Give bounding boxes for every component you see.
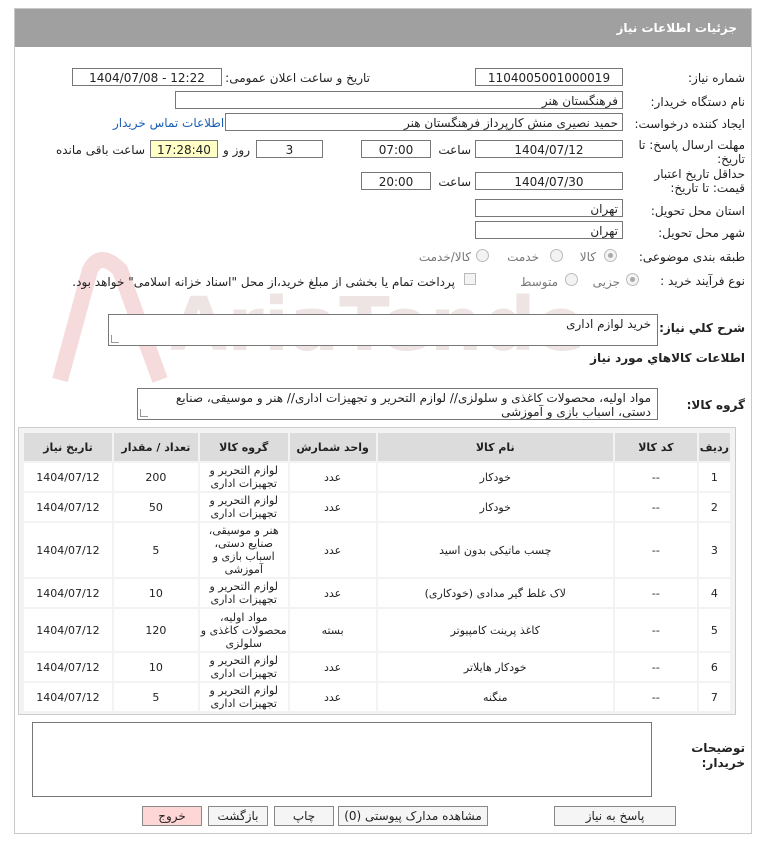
requester-field: حمید نصیری منش کارپرداز فرهنگستان هنر xyxy=(225,113,623,131)
item-name: خودکار xyxy=(377,462,614,492)
item-unit: عدد xyxy=(289,652,377,682)
items-table xyxy=(22,431,732,713)
item-need-date: 1404/07/12 xyxy=(23,652,113,682)
deadline-date-field: 1404/07/12 xyxy=(475,140,623,158)
col-item-code: کد کالا xyxy=(614,432,698,462)
treasury-payment-checkbox[interactable] xyxy=(464,273,476,285)
item-quantity: 5 xyxy=(113,682,199,712)
row-number: 3 xyxy=(698,522,731,578)
item-need-date: 1404/07/12 xyxy=(23,578,113,608)
category-label: طبقه بندی موضوعی: xyxy=(638,250,745,264)
announce-field: 1404/07/08 - 12:22 xyxy=(72,68,222,86)
item-unit: عدد xyxy=(289,682,377,712)
reply-button[interactable]: پاسخ به نیاز xyxy=(554,806,676,826)
col-item-group: گروه کالا xyxy=(199,432,289,462)
item-need-date: 1404/07/12 xyxy=(23,522,113,578)
item-need-date: 1404/07/12 xyxy=(23,682,113,712)
item-need-date: 1404/07/12 xyxy=(23,492,113,522)
item-quantity: 5 xyxy=(113,522,199,578)
requester-label: ایجاد کننده درخواست: xyxy=(634,117,745,131)
announce-label: تاریخ و ساعت اعلان عمومی: xyxy=(225,71,370,85)
time-remaining-field: 17:28:40 xyxy=(150,140,218,158)
item-group: لوازم التحریر و تجهیزات اداری xyxy=(199,682,289,712)
resize-grip-icon xyxy=(111,335,119,343)
item-unit: بسته xyxy=(289,608,377,652)
row-number: 5 xyxy=(698,608,731,652)
summary-label: شرح کلي نياز: xyxy=(659,321,745,335)
row-number: 6 xyxy=(698,652,731,682)
item-quantity: 10 xyxy=(113,652,199,682)
table-row xyxy=(23,492,731,522)
item-name: چسب ماتیکی بدون اسید xyxy=(377,522,614,578)
row-number: 4 xyxy=(698,578,731,608)
item-group: لوازم التحریر و تجهیزات اداری xyxy=(199,652,289,682)
item-group: هنر و موسیقی، صنایع دستی، اسباب بازی و آموزشی xyxy=(199,522,289,578)
category-option-goods-service: کالا/خدمت xyxy=(418,250,471,264)
item-group: مواد اولیه، محصولات کاغذی و سلولزی xyxy=(199,608,289,652)
validity-time-label: ساعت xyxy=(438,175,471,189)
buyer-org-label: نام دستگاه خریدار: xyxy=(650,95,745,109)
item-quantity: 50 xyxy=(113,492,199,522)
item-unit: عدد xyxy=(289,522,377,578)
process-radio-minor[interactable] xyxy=(626,273,639,286)
item-quantity: 120 xyxy=(113,608,199,652)
treasury-payment-note: پرداخت تمام یا بخشی از مبلغ خرید،از محل "اسناد خزانه اسلامی" خواهد بود. xyxy=(72,275,455,289)
process-option-minor: جزیی xyxy=(592,275,620,289)
item-unit: عدد xyxy=(289,578,377,608)
item-name: لاک غلط گیر مدادی (خودکاری) xyxy=(377,578,614,608)
col-quantity: تعداد / مقدار xyxy=(113,432,199,462)
item-code: -- xyxy=(614,652,698,682)
city-label: شهر محل تحویل: xyxy=(658,226,745,240)
days-remaining-field: 3 xyxy=(256,140,323,158)
remaining-label: ساعت باقی مانده xyxy=(55,143,145,157)
item-code: -- xyxy=(614,462,698,492)
item-code: -- xyxy=(614,682,698,712)
goods-group-text: مواد اولیه، محصولات کاغذی و سلولزی// لوازم التحریر و تجهیزات اداری// هنر و موسیقی، صنایع دستی، اسباب بازی و آموزشی xyxy=(175,391,651,419)
province-label: استان محل تحویل: xyxy=(650,204,745,218)
item-code: -- xyxy=(614,492,698,522)
goods-section-title: اطلاعات کالاهاي مورد نياز xyxy=(590,351,745,365)
print-button[interactable]: چاپ xyxy=(274,806,334,826)
table-row xyxy=(23,578,731,608)
summary-text: خرید لوازم اداری xyxy=(566,317,651,331)
buyer-notes-label: توضیحات خریدار: xyxy=(691,741,745,770)
process-option-medium: متوسط xyxy=(520,275,558,289)
goods-group-label: گروه کالا: xyxy=(686,398,745,412)
panel-header: جزئیات اطلاعات نیاز xyxy=(15,9,751,47)
category-option-goods: کالا xyxy=(579,250,596,264)
table-header-row xyxy=(23,432,731,462)
goods-group-textarea xyxy=(137,388,658,420)
table-row xyxy=(23,652,731,682)
item-code: -- xyxy=(614,522,698,578)
col-unit: واحد شمارش xyxy=(289,432,377,462)
category-radio-goods[interactable] xyxy=(604,249,617,262)
table-row xyxy=(23,608,731,652)
back-button[interactable]: بازگشت xyxy=(208,806,268,826)
item-need-date: 1404/07/12 xyxy=(23,608,113,652)
row-number: 1 xyxy=(698,462,731,492)
buyer-notes-textarea xyxy=(32,722,652,797)
resize-grip-icon xyxy=(140,409,148,417)
province-field: تهران xyxy=(475,199,623,217)
item-quantity: 10 xyxy=(113,578,199,608)
summary-textarea xyxy=(108,314,658,346)
item-unit: عدد xyxy=(289,462,377,492)
process-label: نوع فرآیند خرید : xyxy=(660,274,745,288)
row-number: 7 xyxy=(698,682,731,712)
category-radio-goods-service[interactable] xyxy=(476,249,489,262)
item-group: لوازم التحریر و تجهیزات اداری xyxy=(199,462,289,492)
buyer-org-field: فرهنگستان هنر xyxy=(175,91,623,109)
process-radio-medium[interactable] xyxy=(565,273,578,286)
category-radio-service[interactable] xyxy=(550,249,563,262)
row-number: 2 xyxy=(698,492,731,522)
deadline-time-field: 07:00 xyxy=(361,140,431,158)
col-row-number: ردیف xyxy=(698,432,731,462)
item-name: منگنه xyxy=(377,682,614,712)
validity-date-field: 1404/07/30 xyxy=(475,172,623,190)
col-need-date: تاریخ نیاز xyxy=(23,432,113,462)
validity-label: حداقل تاریخ اعتبار قیمت: تا تاریخ: xyxy=(654,167,745,195)
item-name: خودکار xyxy=(377,492,614,522)
validity-time-field: 20:00 xyxy=(361,172,431,190)
deadline-label: مهلت ارسال پاسخ: تا تاریخ: xyxy=(638,138,745,166)
days-label: روز و xyxy=(223,143,250,157)
deadline-time-label: ساعت xyxy=(438,143,471,157)
col-item-name: نام کالا xyxy=(377,432,614,462)
table-row xyxy=(23,682,731,712)
item-code: -- xyxy=(614,608,698,652)
item-quantity: 200 xyxy=(113,462,199,492)
item-group: لوازم التحریر و تجهیزات اداری xyxy=(199,492,289,522)
item-name: خودکار هایلاتر xyxy=(377,652,614,682)
view-attachments-button[interactable]: مشاهده مدارک پیوستی (0) xyxy=(338,806,488,826)
exit-button[interactable]: خروج xyxy=(142,806,202,826)
buyer-contact-link[interactable]: اطلاعات تماس خریدار xyxy=(113,116,225,130)
table-row xyxy=(23,462,731,492)
item-code: -- xyxy=(614,578,698,608)
category-option-service: خدمت xyxy=(507,250,539,264)
need-number-label: شماره نیاز: xyxy=(688,71,745,85)
need-number-field: 1104005001000019 xyxy=(475,68,623,86)
item-group: لوازم التحریر و تجهیزات اداری xyxy=(199,578,289,608)
item-name: کاغذ پرینت کامپیوتر xyxy=(377,608,614,652)
item-unit: عدد xyxy=(289,492,377,522)
city-field: تهران xyxy=(475,221,623,239)
item-need-date: 1404/07/12 xyxy=(23,462,113,492)
table-row xyxy=(23,522,731,578)
